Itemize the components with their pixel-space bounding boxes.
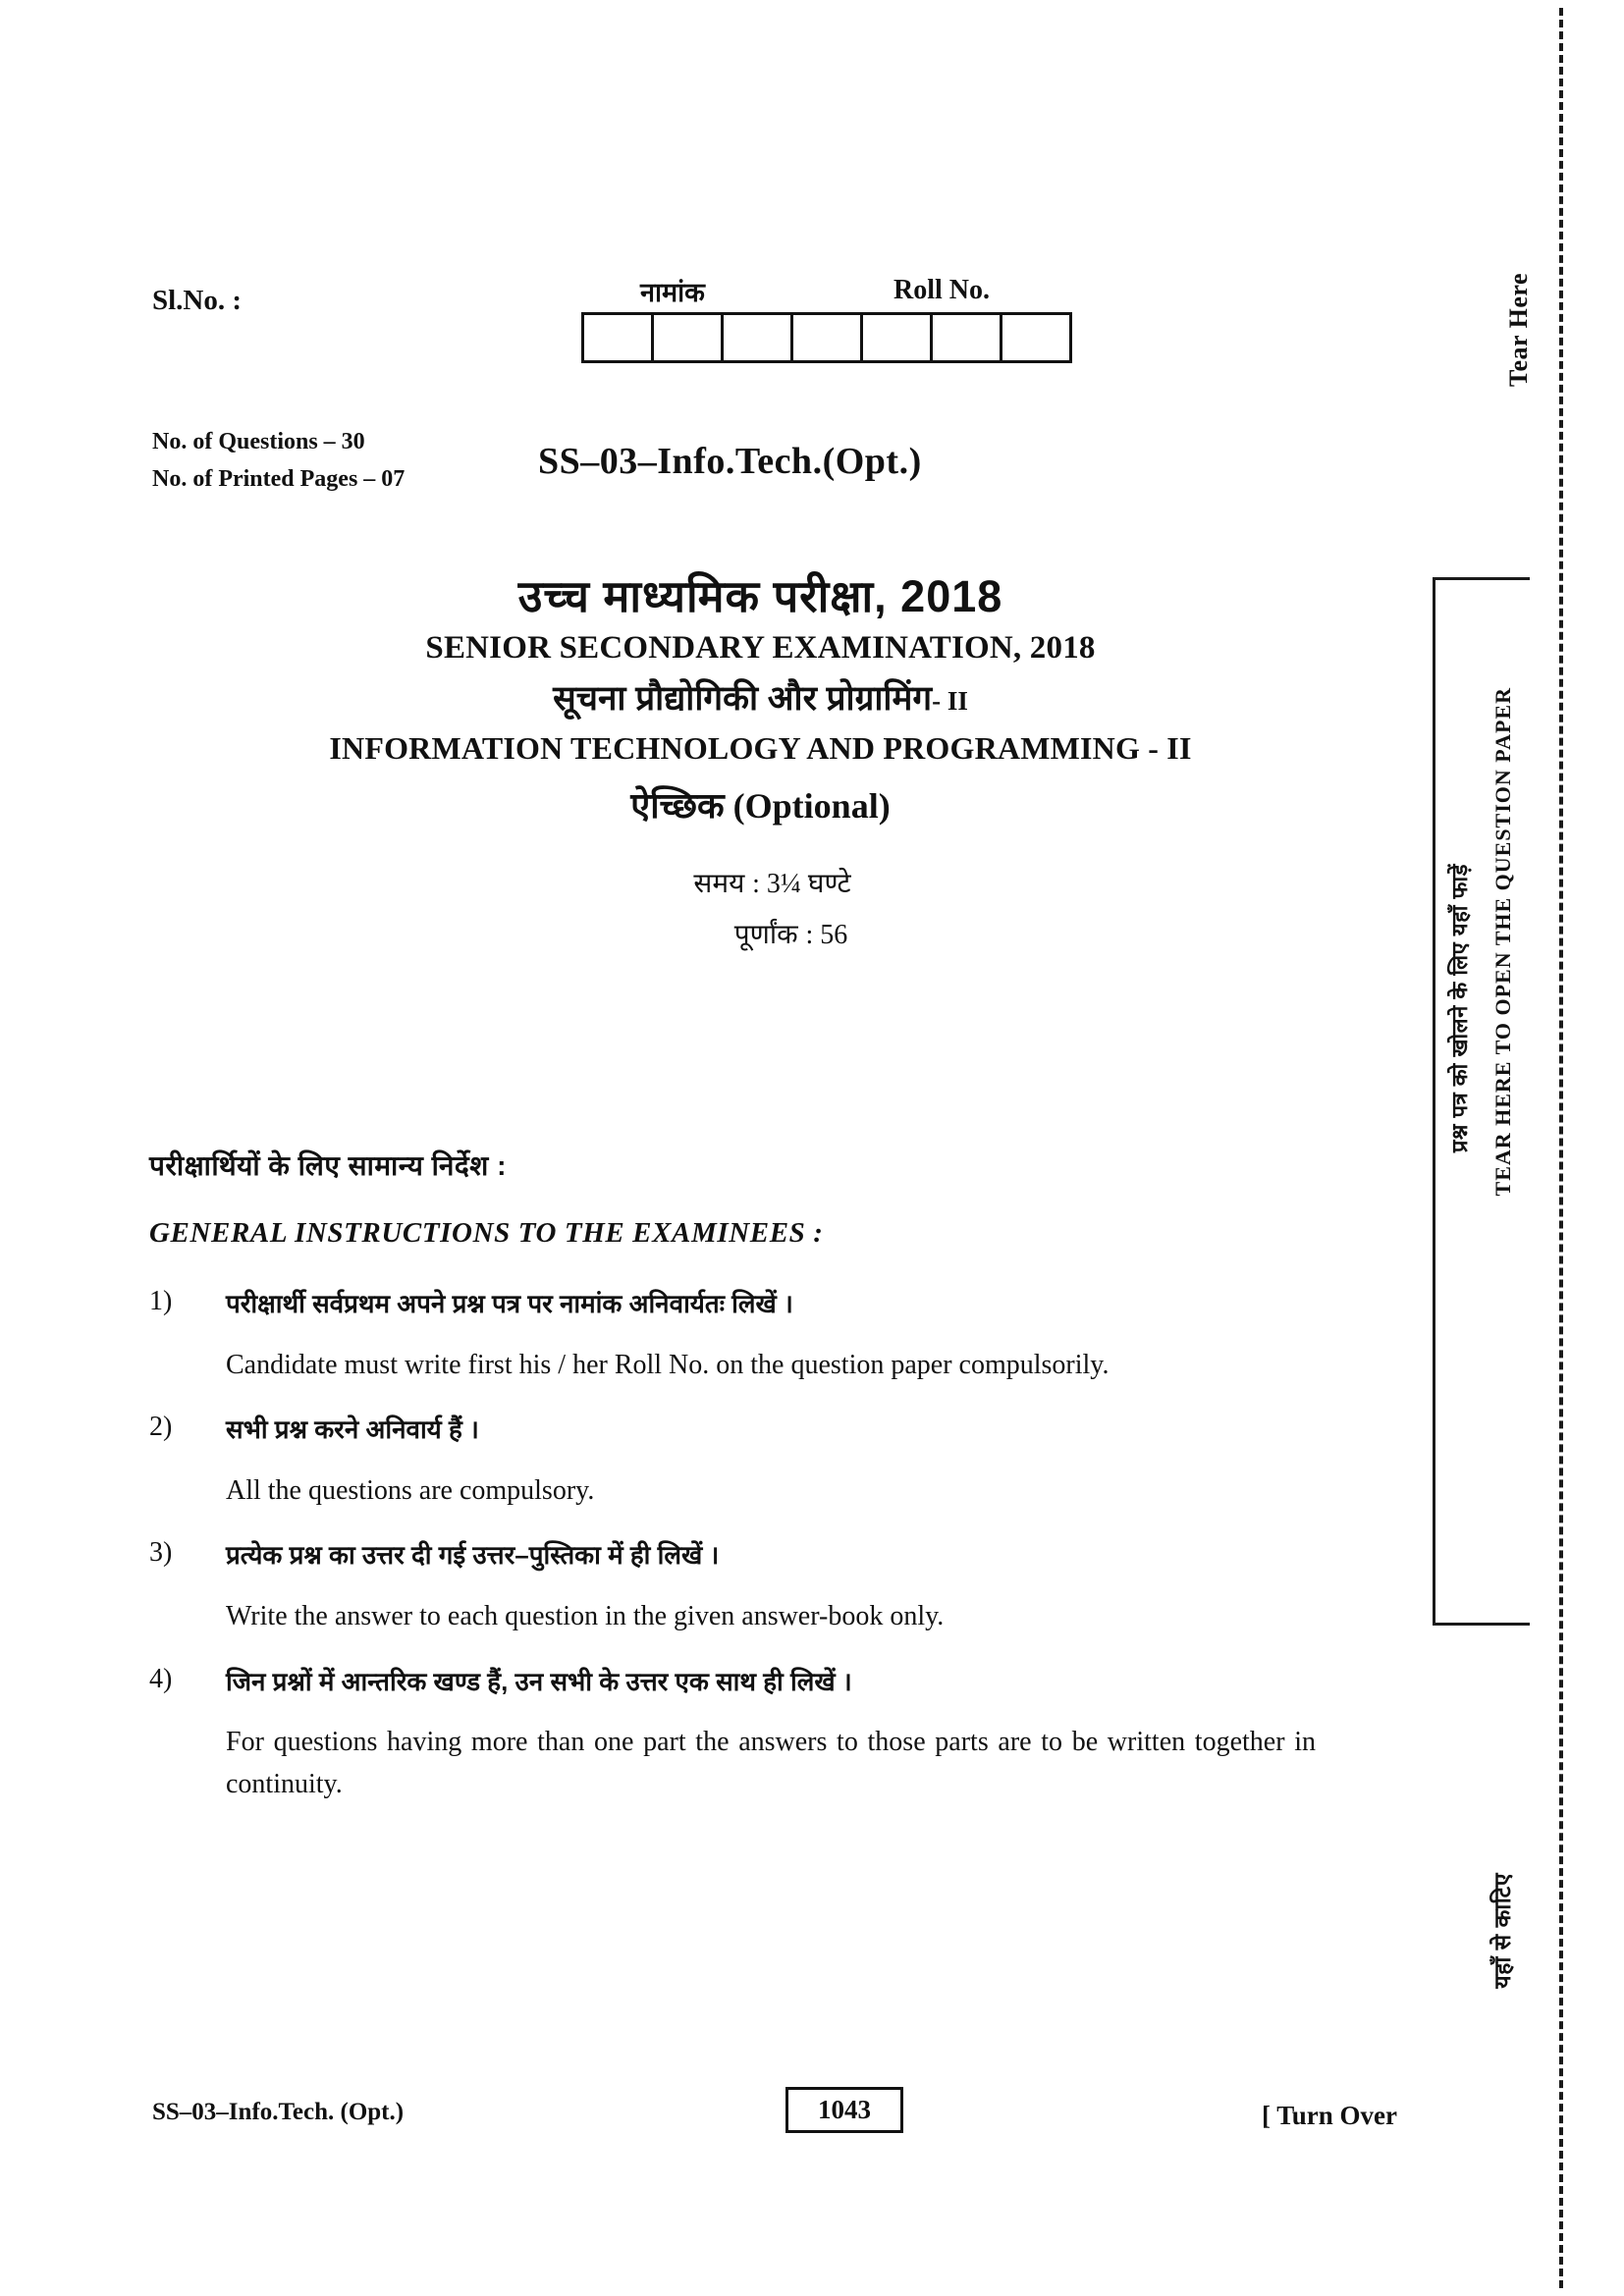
marks-value: : 56: [805, 920, 848, 950]
exam-title-hindi: उच्च माध्यमिक परीक्षा, 2018: [517, 571, 1003, 621]
title-block: [108, 569, 1413, 828]
instruction-english: Write the answer to each question in the given answer-book only.: [226, 1601, 945, 1632]
instructions-heading-hindi: परीक्षार्थियों के लिए सामान्य निर्देश :: [149, 1150, 507, 1181]
time-line: [132, 864, 1413, 901]
exam-title-english: SENIOR SECONDARY EXAMINATION, 2018: [425, 630, 1096, 667]
instruction-english: All the questions are compulsory.: [226, 1474, 595, 1506]
instruction-hindi: प्रत्येक प्रश्न का उत्तर दी गई उत्तर–पुस्तिका में ही लिखें ।: [226, 1540, 720, 1571]
roll-number-cell[interactable]: [724, 315, 793, 360]
roll-label-english: Roll No.: [893, 275, 990, 305]
instruction-english: Candidate must write first his / her Roll No. on the question paper compulsorily.: [226, 1349, 1110, 1380]
cut-here-label: यहाँ से काटिए: [1489, 1873, 1515, 1989]
roll-number-cell[interactable]: [793, 315, 863, 360]
instruction-number: 1): [149, 1286, 173, 1316]
roll-number-cell[interactable]: [863, 315, 933, 360]
roll-number-cell[interactable]: [933, 315, 1002, 360]
footer-page-number: 1043: [785, 2087, 903, 2133]
roll-number-block: [581, 273, 1072, 363]
footer-turn-over: [ Turn Over: [1262, 2101, 1398, 2130]
subject-title-english: INFORMATION TECHNOLOGY AND PROGRAMMING - II: [329, 730, 1192, 767]
subject-title-hindi-text: सूचना प्रौद्योगिकी और प्रोग्रामिंग: [553, 679, 933, 719]
tear-off-strip: [1418, 0, 1624, 2296]
instruction-hindi: जिन प्रश्नों में आन्तरिक खण्ड हैं, उन सभी के उत्तर एक साथ ही लिखें ।: [226, 1666, 852, 1696]
tear-here-label: Tear Here: [1504, 273, 1533, 387]
roll-number-cell[interactable]: [584, 315, 654, 360]
instruction-number: 2): [149, 1412, 173, 1443]
instruction-item: [149, 1664, 1367, 1806]
roll-number-grid[interactable]: [581, 312, 1072, 363]
open-paper-hindi-label: प्रश्न पत्र को खोलने के लिए यहाँ फाड़ें: [1447, 864, 1472, 1153]
time-value: : 3¼ घण्टे: [752, 869, 851, 899]
time-and-marks-block: [108, 864, 1413, 952]
optional-hindi: ऐच्छिक: [630, 785, 725, 827]
instructions-heading-english: GENERAL INSTRUCTIONS TO THE EXAMINEES :: [149, 1217, 824, 1249]
instruction-hindi: परीक्षार्थी सर्वप्रथम अपने प्रश्न पत्र पर नामांक अनिवार्यतः लिखें ।: [226, 1289, 793, 1318]
marks-label: पूर्णांक: [733, 919, 798, 949]
optional-english: (Optional): [732, 786, 891, 827]
roll-number-cell[interactable]: [654, 315, 724, 360]
instruction-item: [149, 1286, 1367, 1386]
instructions-list: [149, 1286, 1367, 1831]
paper-metadata: [152, 424, 405, 499]
instruction-number: 3): [149, 1537, 173, 1569]
subject-title-hindi-part: - II: [932, 686, 968, 717]
instruction-item: [149, 1412, 1367, 1512]
optional-line: [108, 780, 1413, 828]
footer-paper-code: SS–03–Info.Tech. (Opt.): [152, 2099, 405, 2125]
number-of-printed-pages: No. of Printed Pages – 07: [152, 465, 406, 492]
open-paper-english-label: TEAR HERE TO OPEN THE QUESTION PAPER: [1490, 687, 1515, 1197]
marks-line: [169, 915, 1413, 952]
roll-number-cell[interactable]: [1002, 315, 1069, 360]
perforation-dashed-line: [1559, 8, 1563, 2288]
instruction-item: [149, 1537, 1367, 1637]
subject-title-hindi: [108, 674, 1413, 721]
instruction-hindi: सभी प्रश्न करने अनिवार्य हैं ।: [226, 1415, 479, 1445]
roll-label-hindi: नामांक: [640, 278, 705, 307]
roll-number-labels: [581, 273, 1072, 312]
number-of-questions: No. of Questions – 30: [152, 429, 365, 454]
paper-code: SS–03–Info.Tech.(Opt.): [538, 441, 922, 482]
instruction-number: 4): [149, 1663, 173, 1694]
serial-number-label: Sl.No. :: [152, 285, 243, 316]
instruction-english: For questions having more than one part the answers to those parts are to be written together in continuity.: [226, 1727, 1316, 1799]
time-label: समय: [693, 868, 745, 898]
